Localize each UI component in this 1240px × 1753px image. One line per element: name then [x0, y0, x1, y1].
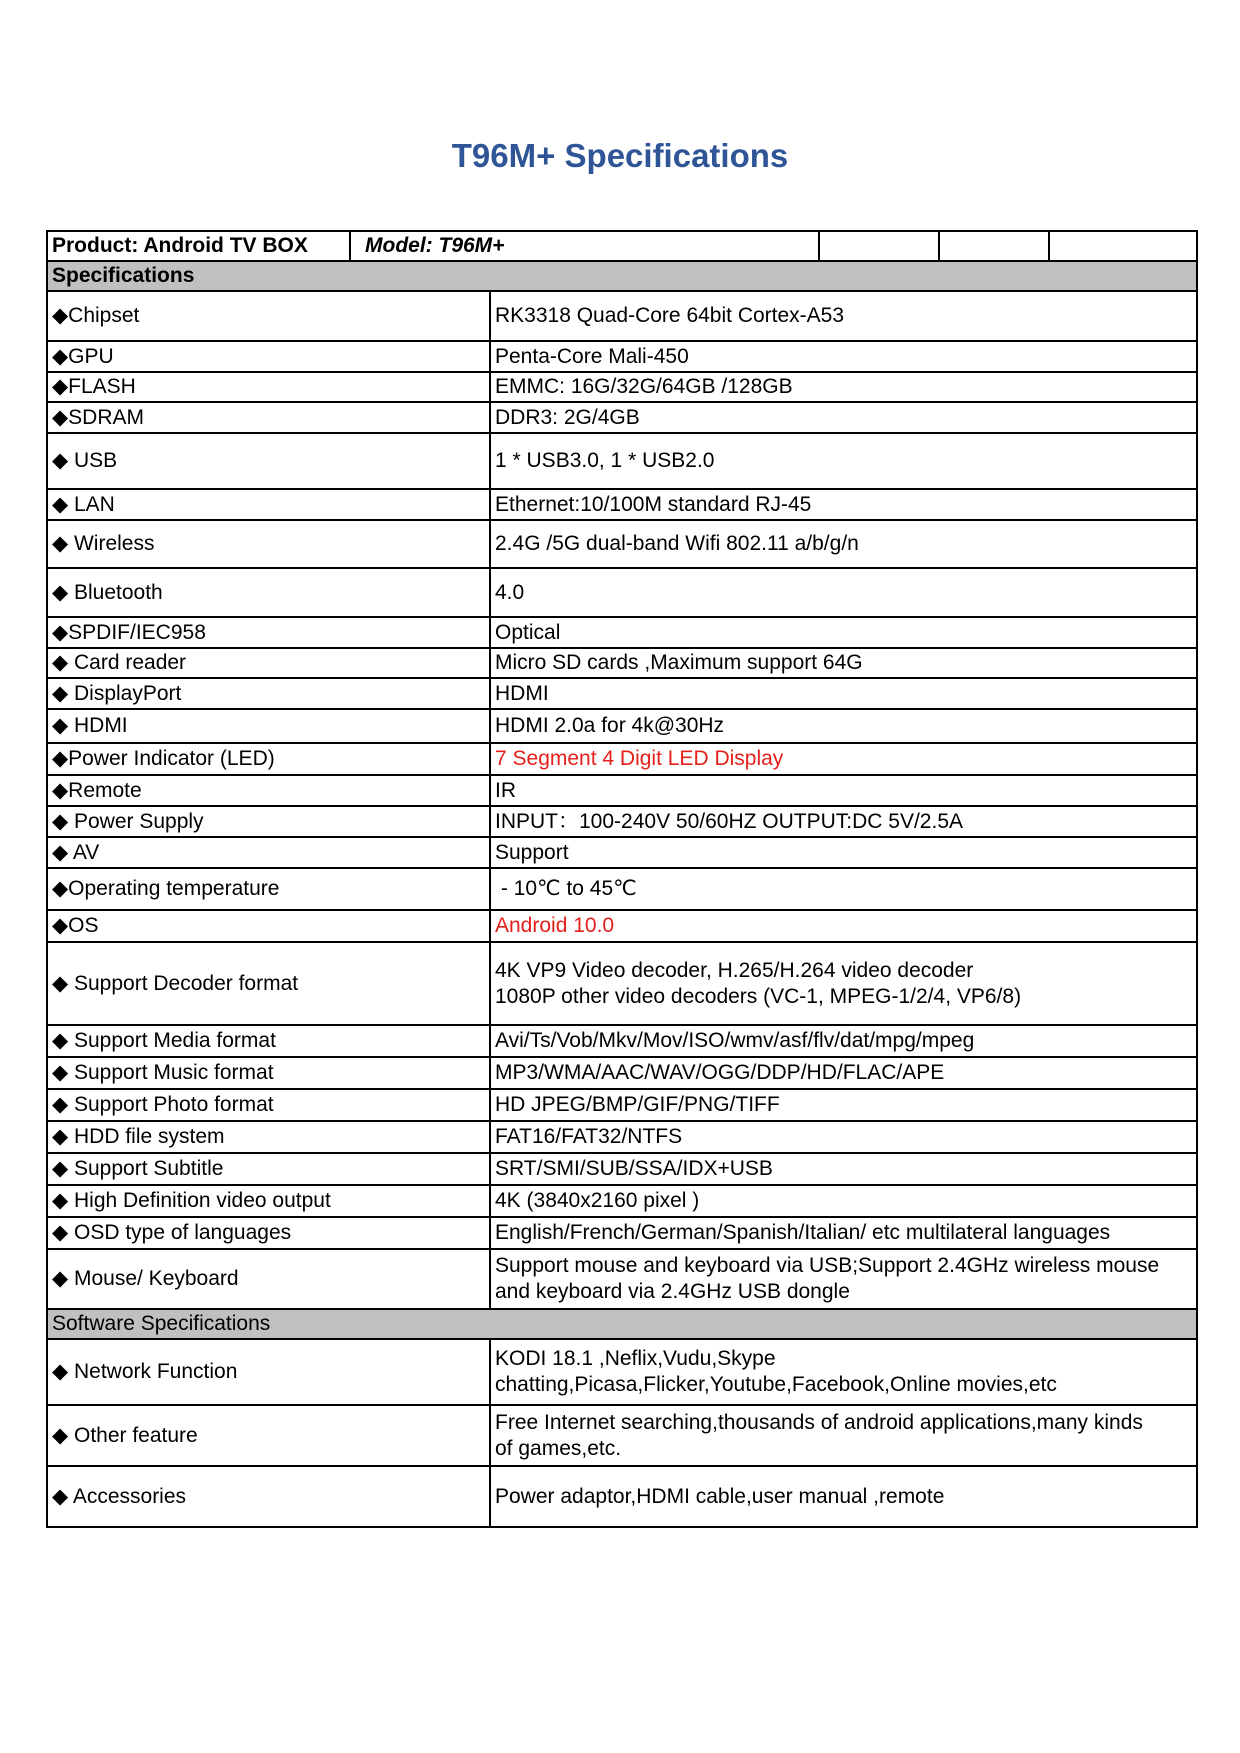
spec-row-video-output: [47, 1185, 1197, 1217]
spec-table: [46, 230, 1198, 1528]
spec-value: Power adaptor,HDMI cable,user manual ,remote: [490, 1466, 1197, 1527]
spec-value: 1 * USB3.0, 1 * USB2.0: [490, 433, 1197, 489]
spec-value-line: Free Internet searching,thousands of android applications,many kinds: [495, 1410, 1143, 1434]
spec-row-usb: [47, 433, 1197, 489]
spec-label: ◆ Bluetooth: [47, 568, 490, 617]
spec-label: ◆FLASH: [47, 372, 490, 402]
spec-row-osd-languages: [47, 1217, 1197, 1249]
spec-value: 4K (3840x2160 pixel ): [490, 1185, 1197, 1217]
spec-value: [490, 1339, 1197, 1405]
spec-value-highlight: Android 10.0: [490, 910, 1197, 942]
spec-value-line: KODI 18.1 ,Neflix,Vudu,Skype: [495, 1347, 776, 1370]
spec-value: Micro SD cards ,Maximum support 64G: [490, 648, 1197, 678]
empty-cell: [939, 231, 1049, 261]
spec-value: [490, 1249, 1197, 1309]
spec-row-music-format: [47, 1057, 1197, 1089]
spec-value: English/French/German/Spanish/Italian/ etc multilateral languages: [490, 1217, 1197, 1249]
spec-label: ◆ USB: [47, 433, 490, 489]
spec-value: EMMC: 16G/32G/64GB /128GB: [490, 372, 1197, 402]
spec-row-wireless: [47, 520, 1197, 568]
spec-label: ◆ Support Music format: [47, 1057, 490, 1089]
spec-row-photo-format: [47, 1089, 1197, 1121]
spec-label: ◆ Network Function: [47, 1339, 490, 1405]
spec-value-line: 4K VP9 Video decoder, H.265/H.264 video decoder: [495, 958, 974, 982]
spec-label: ◆ LAN: [47, 489, 490, 520]
spec-value: - 10℃ to 45℃: [490, 868, 1197, 910]
spec-value: INPUT：100-240V 50/60HZ OUTPUT:DC 5V/2.5A: [490, 806, 1197, 837]
spec-row-media-format: [47, 1025, 1197, 1057]
spec-row-gpu: [47, 341, 1197, 372]
spec-value: DDR3: 2G/4GB: [490, 402, 1197, 433]
spec-label: ◆ Support Subtitle: [47, 1153, 490, 1185]
spec-label: ◆GPU: [47, 341, 490, 372]
spec-row-power-supply: [47, 806, 1197, 837]
spec-label: ◆Remote: [47, 775, 490, 806]
section-title: Specifications: [47, 261, 1197, 291]
software-row-network-function: [47, 1339, 1197, 1405]
spec-row-mouse-keyboard: [47, 1249, 1197, 1309]
spec-label: ◆ Support Decoder format: [47, 942, 490, 1025]
spec-value-line: chatting,Picasa,Flicker,Youtube,Facebook,Online movies,etc: [495, 1373, 1057, 1396]
spec-row-sdram: [47, 402, 1197, 433]
empty-cell: [819, 231, 939, 261]
section-title: Software Specifications: [47, 1309, 1197, 1339]
spec-value: HD JPEG/BMP/GIF/PNG/TIFF: [490, 1089, 1197, 1121]
product-cell: Product: Android TV BOX: [47, 231, 350, 261]
spec-row-chipset: [47, 291, 1197, 341]
spec-row-remote: [47, 775, 1197, 806]
spec-label: ◆ Card reader: [47, 648, 490, 678]
spec-label: ◆ Wireless: [47, 520, 490, 568]
page-title: T96M+ Specifications: [451, 137, 789, 174]
spec-label: ◆ Other feature: [47, 1405, 490, 1466]
spec-label: ◆ HDD file system: [47, 1121, 490, 1153]
spec-value: RK3318 Quad-Core 64bit Cortex-A53: [490, 291, 1197, 341]
spec-value: [490, 942, 1197, 1025]
spec-row-card-reader: [47, 648, 1197, 678]
spec-label: ◆ AV: [47, 837, 490, 868]
spec-row-hdd-file-system: [47, 1121, 1197, 1153]
spec-row-av: [47, 837, 1197, 868]
spec-row-os: [47, 910, 1197, 942]
spec-value: Avi/Ts/Vob/Mkv/Mov/ISO/wmv/asf/flv/dat/mpg/mpeg: [490, 1025, 1197, 1057]
spec-value: Support: [490, 837, 1197, 868]
spec-value: 2.4G /5G dual-band Wifi 802.11 a/b/g/n: [490, 520, 1197, 568]
spec-value-line: of games,etc.: [495, 1436, 622, 1460]
spec-label: ◆OS: [47, 910, 490, 942]
spec-value: Penta-Core Mali-450: [490, 341, 1197, 372]
spec-row-operating-temperature: [47, 868, 1197, 910]
spec-row-bluetooth: [47, 568, 1197, 617]
empty-cell: [1049, 231, 1197, 261]
spec-label: ◆ Accessories: [47, 1466, 490, 1527]
section-header-software: [47, 1309, 1197, 1339]
model-cell: Model: T96M+: [350, 231, 819, 261]
spec-label: ◆ Power Supply: [47, 806, 490, 837]
spec-label: ◆ Support Photo format: [47, 1089, 490, 1121]
spec-value-highlight: 7 Segment 4 Digit LED Display: [490, 743, 1197, 775]
spec-value: 4.0: [490, 568, 1197, 617]
spec-label: ◆SDRAM: [47, 402, 490, 433]
software-row-other-feature: [47, 1405, 1197, 1466]
spec-value-line: and keyboard via 2.4GHz USB dongle: [495, 1280, 850, 1303]
spec-label: ◆ Support Media format: [47, 1025, 490, 1057]
spec-label: ◆ OSD type of languages: [47, 1217, 490, 1249]
spec-label: ◆SPDIF/IEC958: [47, 617, 490, 648]
spec-label: ◆Power Indicator (LED): [47, 743, 490, 775]
spec-row-spdif: [47, 617, 1197, 648]
spec-value: IR: [490, 775, 1197, 806]
spec-row-flash: [47, 372, 1197, 402]
spec-label: ◆ High Definition video output: [47, 1185, 490, 1217]
spec-row-hdmi: [47, 709, 1197, 743]
product-header-row: [47, 231, 1197, 261]
section-header-specifications: [47, 261, 1197, 291]
spec-row-displayport: [47, 678, 1197, 709]
spec-value: [490, 1405, 1197, 1466]
spec-row-lan: [47, 489, 1197, 520]
spec-label: ◆ DisplayPort: [47, 678, 490, 709]
spec-value-line: 1080P other video decoders (VC-1, MPEG-1/2/4, VP6/8): [495, 984, 1022, 1008]
spec-label: ◆ HDMI: [47, 709, 490, 743]
spec-value-line: Support mouse and keyboard via USB;Support 2.4GHz wireless mouse: [495, 1254, 1160, 1277]
spec-row-subtitle: [47, 1153, 1197, 1185]
spec-value: HDMI 2.0a for 4k@30Hz: [490, 709, 1197, 743]
spec-row-power-indicator: [47, 743, 1197, 775]
software-row-accessories: [47, 1466, 1197, 1527]
spec-label: ◆Chipset: [47, 291, 490, 341]
spec-label: ◆ Mouse/ Keyboard: [47, 1249, 490, 1309]
spec-value: Ethernet:10/100M standard RJ-45: [490, 489, 1197, 520]
spec-value: Optical: [490, 617, 1197, 648]
spec-value: SRT/SMI/SUB/SSA/IDX+USB: [490, 1153, 1197, 1185]
spec-value: FAT16/FAT32/NTFS: [490, 1121, 1197, 1153]
spec-value: HDMI: [490, 678, 1197, 709]
spec-row-decoder-format: [47, 942, 1197, 1025]
spec-value: MP3/WMA/AAC/WAV/OGG/DDP/HD/FLAC/APE: [490, 1057, 1197, 1089]
spec-label: ◆Operating temperature: [47, 868, 490, 910]
